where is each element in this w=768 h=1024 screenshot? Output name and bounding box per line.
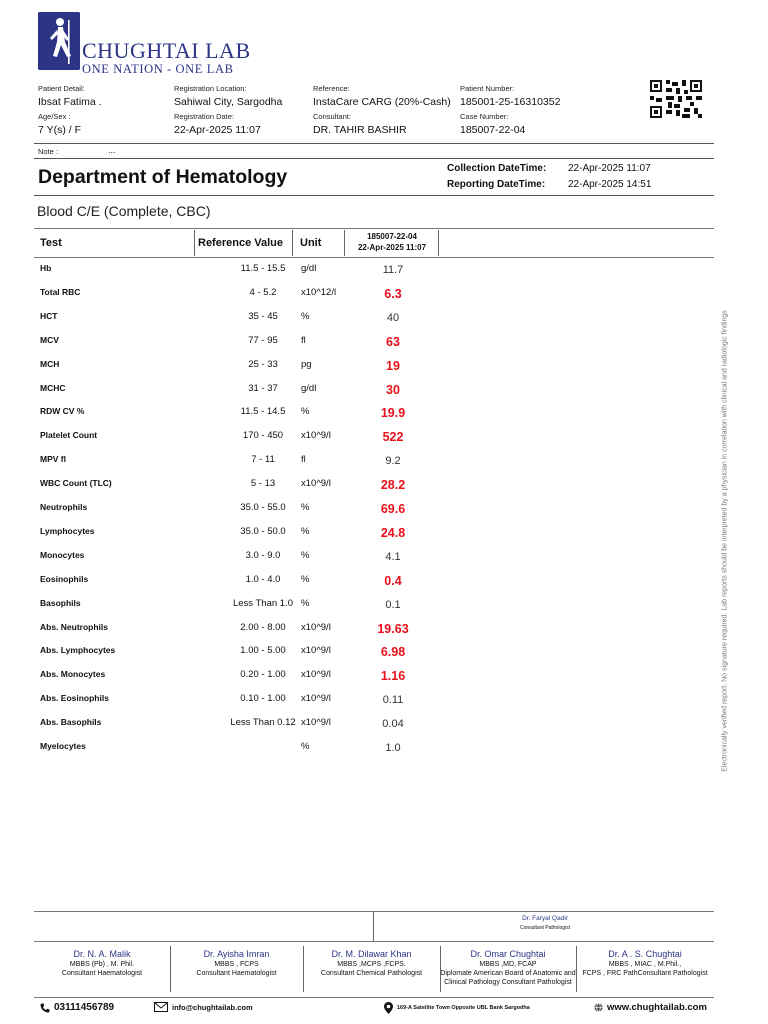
registration-location-value: Sahiwal City, Sargodha — [174, 96, 283, 108]
result-unit: x10^9/l — [301, 669, 331, 681]
signatory-title: Diplomate American Board of Anatomic and Clinical Pathology Consultant Pathologist — [440, 970, 576, 986]
result-reference-range: 0.20 - 1.00 — [240, 669, 286, 681]
column-divider — [344, 230, 345, 256]
result-reference-range: 35.0 - 50.0 — [240, 525, 286, 537]
result-unit: % — [301, 502, 310, 513]
verification-side-note — [715, 283, 735, 798]
table-row — [34, 522, 714, 546]
patient-name: Ibsat Fatima . — [38, 96, 102, 108]
signatory-name: Dr. Omar Chughtai — [470, 949, 546, 959]
test-panel-title: Blood C/E (Complete, CBC) — [37, 203, 211, 219]
signatory-name: Dr. A . S. Chughtai — [608, 949, 682, 959]
result-reference-range: 1.0 - 4.0 — [245, 573, 281, 585]
result-test-name: RDW CV % — [40, 406, 85, 417]
result-value: 1.16 — [380, 669, 406, 684]
result-test-name: Myelocytes — [40, 741, 86, 751]
column-header-date: 22-Apr-2025 11:07 — [357, 243, 427, 252]
column-header-unit: Unit — [300, 237, 322, 249]
signatory-qualifications: MBBS (Pb) , M. Phil. — [69, 961, 135, 968]
signatory-divider — [303, 946, 304, 992]
table-row — [34, 379, 714, 403]
signatory-divider — [170, 946, 171, 992]
result-unit: x10^9/l — [301, 430, 331, 442]
result-test-name: MCHC — [40, 382, 66, 393]
result-value: 28.2 — [380, 478, 406, 493]
result-test-name: Abs. Lymphocytes — [40, 645, 116, 656]
result-test-name: Abs. Eosinophils — [40, 693, 109, 704]
table-row — [34, 713, 714, 737]
result-reference-range: 11.5 - 14.5 — [240, 406, 286, 418]
result-test-name: MPV fl — [40, 454, 66, 465]
result-reference-range: 7 - 11 — [251, 454, 275, 466]
result-value: 11.7 — [382, 264, 404, 276]
table-header-border — [34, 257, 714, 258]
result-reference-range: 35 - 45 — [248, 310, 278, 322]
result-reference-range: 77 - 95 — [248, 334, 278, 346]
result-unit: x10^9/l — [301, 717, 331, 729]
header-divider — [34, 143, 714, 144]
result-reference-range: Less Than 1.0 — [232, 597, 294, 609]
table-row — [34, 665, 714, 689]
result-unit: % — [301, 573, 310, 585]
result-test-name: Lymphocytes — [40, 525, 95, 536]
result-unit: x10^9/l — [301, 478, 331, 490]
result-value: 0.4 — [384, 573, 402, 588]
qr-code-icon — [650, 80, 702, 118]
table-row — [34, 307, 714, 331]
result-value: 40 — [386, 311, 400, 324]
column-divider — [292, 230, 293, 256]
location-pin-icon — [384, 1002, 393, 1014]
result-reference-range: 11.5 - 15.5 — [240, 263, 286, 274]
result-reference-range: 31 - 37 — [248, 382, 278, 394]
result-unit: g/dl — [301, 263, 317, 274]
reference-value: InstaCare CARG (20%-Cash) — [313, 96, 451, 108]
result-value: 69.6 — [380, 502, 406, 516]
table-top-border — [34, 228, 714, 229]
side-note-text: Electronically verified report. No signature required. Lab reports should be interpreted by a physician in correlation with clinical and radiologic findings — [721, 309, 729, 772]
result-value: 522 — [382, 430, 404, 445]
result-test-name: Abs. Neutrophils — [40, 621, 109, 632]
table-row — [34, 498, 714, 522]
signatory-name: Dr. Ayisha Imran — [203, 949, 270, 959]
result-value: 19 — [386, 358, 400, 373]
registration-location-label: Registration Location: — [174, 84, 247, 93]
result-reference-range: 5 - 13 — [250, 478, 276, 490]
phone-contact — [40, 1002, 114, 1013]
signatory-block — [576, 949, 714, 978]
table-row — [34, 331, 714, 355]
consultant-label: Consultant: — [313, 112, 351, 121]
result-test-name: MCV — [40, 334, 59, 345]
column-divider — [194, 230, 195, 256]
table-row — [34, 402, 714, 426]
result-value: 1.0 — [385, 742, 401, 754]
result-test-name: Total RBC — [40, 286, 81, 297]
result-reference-range: 25 - 33 — [248, 358, 278, 370]
table-row — [34, 259, 714, 283]
signatory-title: FCPS , FRC PathConsultant Pathologist — [582, 970, 708, 977]
result-value: 30 — [386, 382, 400, 397]
result-unit: x10^9/l — [301, 693, 331, 705]
result-value: 24.8 — [380, 525, 406, 540]
result-test-name: Platelet Count — [40, 430, 98, 441]
result-unit: % — [301, 406, 310, 418]
result-unit: fl — [301, 334, 306, 346]
reporting-datetime-label: Reporting DateTime: — [447, 179, 546, 190]
result-value: 0.11 — [382, 694, 404, 707]
result-unit: % — [301, 525, 310, 537]
footer-bottom-border — [34, 997, 714, 998]
result-reference-range: Less Than 0.12 — [230, 717, 296, 729]
consultant-value: DR. TAHIR BASHIR — [313, 124, 407, 136]
registration-date-value: 22-Apr-2025 11:07 — [174, 124, 261, 136]
result-unit: % — [301, 549, 310, 561]
signatory-block — [303, 949, 440, 978]
signatory-name: Dr. Faryal Qadir — [522, 915, 568, 922]
signatory-qualifications: MBBS , FCPS — [214, 961, 259, 968]
chughtai-lab-logo — [38, 12, 268, 74]
result-test-name: Abs. Basophils — [40, 717, 102, 728]
patient-number-label: Patient Number: — [460, 84, 515, 93]
result-test-name: Neutrophils — [40, 502, 88, 512]
signatory-name: Dr. M. Dilawar Khan — [331, 949, 412, 959]
result-unit: % — [301, 310, 310, 322]
case-number-label: Case Number: — [460, 112, 509, 121]
globe-icon — [594, 1003, 603, 1012]
age-sex-value: 7 Y(s) / F — [38, 124, 81, 136]
result-unit: x10^9/l — [301, 621, 331, 633]
email-icon — [154, 1002, 168, 1012]
result-value: 0.1 — [385, 598, 401, 611]
result-value: 63 — [386, 334, 400, 349]
result-value: 19.9 — [380, 406, 406, 421]
walking-man-logo-icon — [38, 12, 80, 70]
brand-tagline: ONE NATION - ONE LAB — [82, 62, 234, 76]
note-value: ... — [108, 145, 116, 155]
signatory-qualifications: MBBS ,MCPS ,FCPS. — [337, 961, 406, 968]
table-row — [34, 737, 714, 761]
footer-divider — [373, 911, 374, 941]
signatory-block — [170, 949, 303, 978]
result-test-name: HCT — [40, 310, 58, 321]
brand-name: CHUGHTAI LAB — [82, 38, 251, 63]
phone-number[interactable]: 03111456789 — [54, 1002, 115, 1013]
result-test-name: Eosinophils — [40, 573, 89, 584]
result-unit: g/dl — [301, 382, 317, 394]
signatory-faryal-qadir — [470, 915, 620, 933]
reference-label: Reference: — [313, 84, 350, 93]
column-header-case-number: 185007-22-04 — [367, 232, 417, 241]
result-value: 9.2 — [385, 455, 401, 468]
column-header-test: Test — [40, 237, 62, 249]
result-reference-range: 0.10 - 1.00 — [240, 693, 286, 705]
case-number-value: 185007-22-04 — [460, 124, 526, 136]
signatory-divider — [440, 946, 441, 992]
website-contact — [594, 1002, 707, 1013]
result-value: 0.04 — [382, 718, 404, 731]
patient-detail-label: Patient Detail: — [38, 84, 85, 93]
department-title: Department of Hematology — [38, 166, 288, 188]
table-row — [34, 618, 714, 642]
note-label: Note : — [38, 147, 59, 156]
result-unit: pg — [301, 358, 312, 370]
result-test-name: MCH — [40, 358, 60, 369]
address-contact — [384, 1002, 530, 1014]
department-divider — [34, 195, 714, 196]
table-row — [34, 474, 714, 498]
result-unit: x10^9/l — [301, 645, 331, 657]
signatory-divider — [576, 946, 577, 992]
result-value: 6.98 — [380, 645, 406, 660]
result-test-name: Hb — [40, 263, 52, 273]
table-row — [34, 641, 714, 665]
signatory-qualifications: MBBS , MIAC , M.Phil., — [608, 961, 682, 968]
email-address[interactable]: info@chughtailab.com — [172, 1002, 253, 1012]
reporting-datetime-value: 22-Apr-2025 14:51 — [568, 179, 652, 190]
signatories-top-border — [34, 941, 714, 942]
signatory-title: Consultant Chemical Pathologist — [320, 970, 423, 977]
signatory-qualifications: MBBS ,MD, FCAP — [479, 961, 537, 968]
signatory-title: Consultant Haematologist — [196, 970, 277, 977]
signatory-name: Dr. N. A. Malik — [73, 949, 131, 959]
result-reference-range: 1.00 - 5.00 — [240, 645, 286, 657]
column-header-reference: Reference Value — [198, 237, 283, 249]
result-unit: x10^12/l — [301, 286, 337, 298]
footer-top-border — [34, 911, 714, 912]
table-row — [34, 283, 714, 307]
result-test-name: Monocytes — [40, 549, 85, 560]
result-reference-range: 3.0 - 9.0 — [245, 549, 281, 561]
phone-icon — [40, 1003, 50, 1013]
patient-number-value: 185001-25-16310352 — [460, 96, 561, 108]
signatory-title: Consultant Pathologist — [519, 925, 571, 931]
table-row — [34, 689, 714, 713]
result-value: 6.3 — [384, 286, 402, 301]
result-unit: fl — [301, 454, 306, 466]
collection-datetime-value: 22-Apr-2025 11:07 — [568, 163, 651, 174]
signatory-title: Consultant Haematologist — [61, 970, 143, 977]
email-contact — [154, 1002, 253, 1012]
result-reference-range: 170 - 450 — [242, 430, 284, 442]
table-row — [34, 355, 714, 379]
address-text: 169-A Satellite Town Opposite UBL Bank Sargodha — [397, 1005, 530, 1011]
result-reference-range: 4 - 5.2 — [249, 286, 277, 298]
result-reference-range: 35.0 - 55.0 — [240, 502, 286, 513]
age-sex-label: Age/Sex : — [38, 112, 71, 121]
result-value: 19.63 — [377, 621, 409, 636]
table-row — [34, 426, 714, 450]
result-test-name: Abs. Monocytes — [40, 669, 106, 680]
result-test-name: WBC Count (TLC) — [40, 478, 112, 489]
result-unit: % — [301, 597, 310, 609]
website-link[interactable]: www.chughtailab.com — [607, 1002, 707, 1013]
result-unit: % — [301, 741, 310, 752]
registration-date-label: Registration Date: — [174, 112, 235, 121]
column-divider — [438, 230, 439, 256]
result-value: 4.1 — [385, 550, 401, 563]
result-reference-range: 2.00 - 8.00 — [240, 621, 286, 633]
result-test-name: Basophils — [40, 597, 81, 608]
table-row — [34, 450, 714, 474]
table-row — [34, 546, 714, 570]
table-row — [34, 594, 714, 618]
collection-datetime-label: Collection DateTime: — [447, 163, 547, 174]
table-row — [34, 570, 714, 594]
note-divider — [34, 158, 714, 159]
signatory-block — [34, 949, 170, 978]
signatory-block — [440, 949, 576, 987]
